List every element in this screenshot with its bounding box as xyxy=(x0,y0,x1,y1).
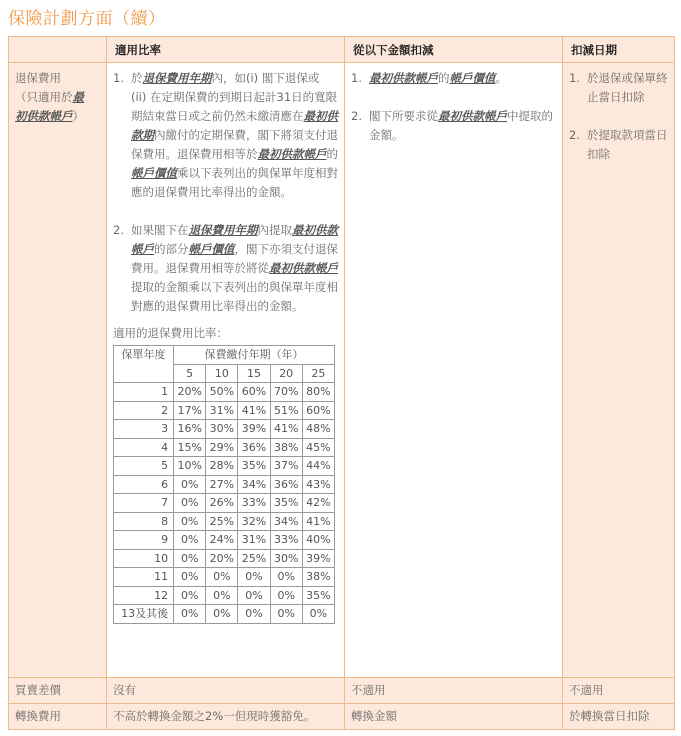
item-number: 2. xyxy=(351,109,362,123)
surrender-label-line2 xyxy=(15,88,100,107)
rate-value: 32% xyxy=(238,512,270,531)
rate-value: 0% xyxy=(270,605,302,624)
defined-term: 帳戶價值 xyxy=(188,242,235,256)
rate-value: 0% xyxy=(270,568,302,587)
rate-term-header: 保費繳付年期（年） xyxy=(174,346,335,365)
rate-table-row xyxy=(114,401,335,420)
deduct-from-item-2 xyxy=(351,107,556,145)
rate-table-row xyxy=(114,475,335,494)
rate-value: 24% xyxy=(206,531,238,550)
rate-value: 39% xyxy=(238,420,270,439)
rate-value: 0% xyxy=(174,586,206,605)
item-number: 1. xyxy=(113,71,124,85)
rate-value: 37% xyxy=(270,457,302,476)
text-segment: 閣下所要求從 xyxy=(369,109,438,123)
rate-value: 36% xyxy=(238,438,270,457)
rate-value: 0% xyxy=(174,494,206,513)
surrender-label-term-a: 最 xyxy=(72,90,84,104)
defined-term: 退保費用年期 xyxy=(188,223,258,237)
surrender-rate-cell xyxy=(107,63,345,678)
rate-term: 25 xyxy=(302,364,334,383)
text-segment: 於 xyxy=(131,71,143,85)
rate-value: 0% xyxy=(206,568,238,587)
header-row xyxy=(9,37,675,63)
rate-value: 25% xyxy=(206,512,238,531)
rate-table-row xyxy=(114,494,335,513)
rate-value: 50% xyxy=(206,383,238,402)
rate-table-caption: 適用的退保費用比率： xyxy=(113,326,228,340)
text-segment: 內，如(i) 閣下退保或 (ii) 在定期保費的到期日起計31日的寬限期結束當日或之前仍然未繳清應在 xyxy=(131,71,338,123)
rate-value: 25% xyxy=(238,549,270,568)
bid-offer-rate: 沒有 xyxy=(107,678,345,704)
rate-value: 31% xyxy=(206,401,238,420)
surrender-label-line1: 退保費用 xyxy=(15,71,61,85)
rate-value: 0% xyxy=(174,605,206,624)
charges-table xyxy=(8,36,675,730)
rate-value: 40% xyxy=(302,531,334,550)
text-segment: 內繳付的定期保費，閣下將須支付退保費用。退保費用相等於 xyxy=(131,128,338,161)
switching-charge-row xyxy=(9,704,675,730)
rate-value: 0% xyxy=(302,605,334,624)
rate-table-row xyxy=(114,512,335,531)
rate-value: 36% xyxy=(270,475,302,494)
rate-value: 39% xyxy=(302,549,334,568)
rate-term: 5 xyxy=(174,364,206,383)
header-applicable-rate: 適用比率 xyxy=(107,37,345,63)
rate-value: 30% xyxy=(270,549,302,568)
rate-value: 0% xyxy=(174,512,206,531)
surrender-rate-table xyxy=(113,345,335,624)
text-segment: 的 xyxy=(438,71,450,85)
rate-value: 38% xyxy=(302,568,334,587)
rate-value: 80% xyxy=(302,383,334,402)
defined-term: 最初供款帳戶 xyxy=(438,109,507,123)
rate-value: 10% xyxy=(174,457,206,476)
rate-table-header-row xyxy=(114,346,335,365)
rate-value: 34% xyxy=(238,475,270,494)
text-segment: 中提取的金額。 xyxy=(369,109,553,142)
rate-value: 70% xyxy=(270,383,302,402)
rate-policy-year: 10 xyxy=(114,549,174,568)
rate-table-row xyxy=(114,586,335,605)
rate-table-row xyxy=(114,383,335,402)
bid-offer-label: 買賣差價 xyxy=(9,678,107,704)
rate-policy-year: 9 xyxy=(114,531,174,550)
rate-policy-year: 11 xyxy=(114,568,174,587)
rate-value: 15% xyxy=(174,438,206,457)
rate-value: 0% xyxy=(206,605,238,624)
rate-value: 41% xyxy=(238,401,270,420)
rate-value: 60% xyxy=(302,401,334,420)
rate-table-row xyxy=(114,568,335,587)
rate-value: 45% xyxy=(302,438,334,457)
header-empty xyxy=(9,37,107,63)
rate-term: 20 xyxy=(270,364,302,383)
switching-label: 轉換費用 xyxy=(9,704,107,730)
rate-value: 34% xyxy=(270,512,302,531)
item-number: 2. xyxy=(569,128,580,142)
rate-value: 60% xyxy=(238,383,270,402)
rate-value: 35% xyxy=(270,494,302,513)
rate-value: 35% xyxy=(302,586,334,605)
rate-table-row xyxy=(114,420,335,439)
defined-term: 最初供款期 xyxy=(131,109,338,142)
rate-value: 33% xyxy=(270,531,302,550)
text-segment: 。 xyxy=(495,71,507,85)
rate-value: 43% xyxy=(302,475,334,494)
rate-value: 51% xyxy=(270,401,302,420)
header-deduction-date: 扣減日期 xyxy=(563,37,675,63)
rate-term: 10 xyxy=(206,364,238,383)
rate-value: 0% xyxy=(270,586,302,605)
rate-value: 0% xyxy=(238,568,270,587)
bid-offer-spread-row xyxy=(9,678,675,704)
rate-value: 0% xyxy=(174,549,206,568)
surrender-charge-row xyxy=(9,63,675,678)
deduction-date-item-2 xyxy=(569,126,668,164)
rate-value: 30% xyxy=(206,420,238,439)
switching-from: 轉換金額 xyxy=(345,704,563,730)
deduction-date-item-1 xyxy=(569,69,668,107)
item-number: 2. xyxy=(113,223,124,237)
page-title: 保險計劃方面（續） xyxy=(8,9,166,29)
rate-value: 20% xyxy=(206,549,238,568)
rate-value: 0% xyxy=(206,586,238,605)
rate-value: 28% xyxy=(206,457,238,476)
rate-value: 20% xyxy=(174,383,206,402)
surrender-deduct-from-cell xyxy=(345,63,563,678)
rate-table-row xyxy=(114,438,335,457)
item-text: 於退保或保單終止當日扣除 xyxy=(587,71,668,104)
surrender-label-term-b: 初供款帳戶 xyxy=(15,109,73,123)
rate-value: 38% xyxy=(270,438,302,457)
rate-value: 44% xyxy=(302,457,334,476)
item-number: 1. xyxy=(569,71,580,85)
rate-value: 29% xyxy=(206,438,238,457)
bid-offer-from: 不適用 xyxy=(345,678,563,704)
text-segment: 乘以下表列出的與保單年度相對應的退保費用比率得出的金額。 xyxy=(131,166,338,199)
rate-policy-year: 1 xyxy=(114,383,174,402)
defined-term: 最初供款帳戶 xyxy=(131,223,338,256)
rate-value: 35% xyxy=(238,457,270,476)
surrender-rate-item-2 xyxy=(113,221,338,316)
deduct-from-item-1 xyxy=(351,69,556,88)
item-number: 1. xyxy=(351,71,362,85)
rate-value: 33% xyxy=(238,494,270,513)
rate-table-row xyxy=(114,549,335,568)
text-segment: 提取的金額乘以下表列出的與保單年度相對應的退保費用比率得出的金額。 xyxy=(131,280,338,313)
text-segment: ，閣下亦須支付退保費用。退保費用相等於將從 xyxy=(131,242,338,275)
rate-value: 17% xyxy=(174,401,206,420)
rate-value: 41% xyxy=(302,512,334,531)
rate-table-row xyxy=(114,531,335,550)
text-segment: 的部分 xyxy=(154,242,189,256)
item-text xyxy=(369,69,556,88)
bid-offer-date: 不適用 xyxy=(563,678,675,704)
rate-value: 16% xyxy=(174,420,206,439)
surrender-label-prefix: （只適用於 xyxy=(15,90,73,104)
surrender-label-line3 xyxy=(15,107,100,126)
surrender-deduction-date-cell xyxy=(563,63,675,678)
rate-value: 0% xyxy=(174,531,206,550)
rate-table-row xyxy=(114,457,335,476)
text-segment: 內提取 xyxy=(257,223,292,237)
defined-term: 帳戶價值 xyxy=(449,71,496,85)
text-segment: 如果閣下在 xyxy=(131,223,189,237)
defined-term: 最初供款帳戶 xyxy=(257,147,327,161)
rate-value: 27% xyxy=(206,475,238,494)
switching-date: 於轉換當日扣除 xyxy=(563,704,675,730)
rate-value: 41% xyxy=(270,420,302,439)
rate-table-row xyxy=(114,605,335,624)
rate-policy-year: 2 xyxy=(114,401,174,420)
rate-term: 15 xyxy=(238,364,270,383)
switching-rate: 不高於轉換金額之2%一但現時獲豁免。 xyxy=(107,704,345,730)
rate-policy-year: 5 xyxy=(114,457,174,476)
rate-policy-year: 7 xyxy=(114,494,174,513)
rate-policy-year: 13及其後 xyxy=(114,605,174,624)
item-text xyxy=(131,221,338,316)
rate-policy-year: 8 xyxy=(114,512,174,531)
rate-value: 0% xyxy=(238,605,270,624)
rate-value: 31% xyxy=(238,531,270,550)
rate-value: 26% xyxy=(206,494,238,513)
item-text xyxy=(369,107,556,145)
defined-term: 帳戶價值 xyxy=(131,166,177,180)
surrender-rate-item-1 xyxy=(113,69,338,202)
item-text: 於提取款項當日扣除 xyxy=(587,128,668,161)
rate-policy-year: 6 xyxy=(114,475,174,494)
rate-policy-year: 3 xyxy=(114,420,174,439)
rate-policy-year: 4 xyxy=(114,438,174,457)
text-segment: 的 xyxy=(326,147,338,161)
rate-value: 48% xyxy=(302,420,334,439)
rate-value: 42% xyxy=(302,494,334,513)
rate-policy-year: 12 xyxy=(114,586,174,605)
rate-value: 0% xyxy=(174,475,206,494)
rate-value: 0% xyxy=(174,568,206,587)
header-deduct-from: 從以下金額扣減 xyxy=(345,37,563,63)
rate-year-header: 保單年度 xyxy=(114,346,174,383)
surrender-charge-label xyxy=(9,63,107,678)
item-text xyxy=(131,69,338,202)
rate-value: 0% xyxy=(238,586,270,605)
defined-term: 退保費用年期 xyxy=(142,71,212,85)
defined-term: 最初供款帳戶 xyxy=(269,261,338,275)
defined-term: 最初供款帳戶 xyxy=(369,71,438,85)
surrender-label-suffix: ） xyxy=(72,109,84,123)
